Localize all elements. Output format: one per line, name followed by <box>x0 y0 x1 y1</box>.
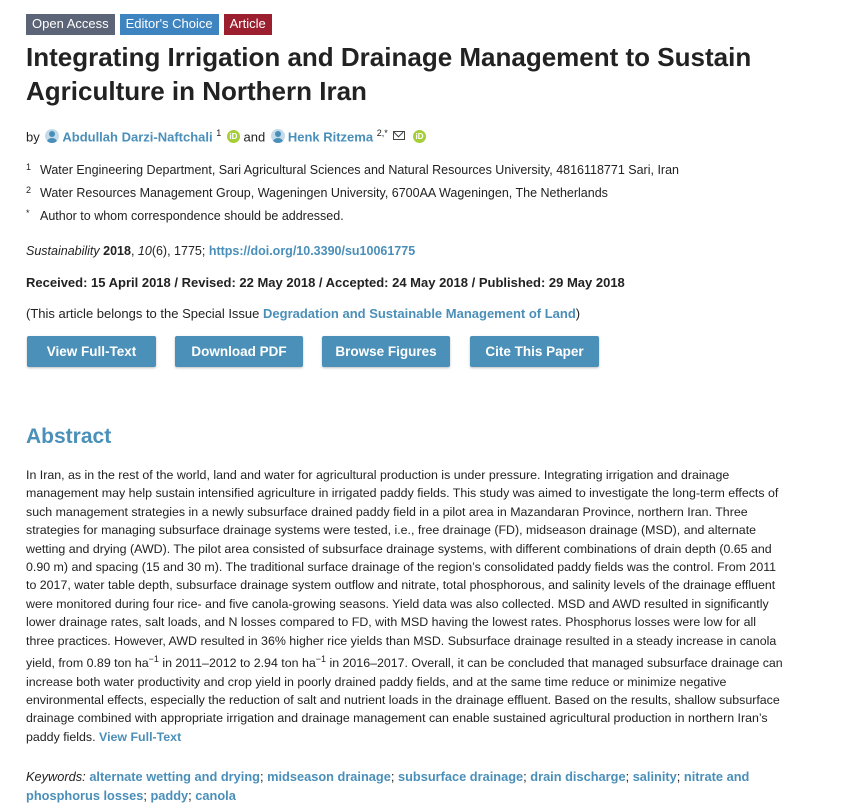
cite-this-paper-button[interactable]: Cite This Paper <box>470 336 599 367</box>
author-2-affiliation: 2,* <box>376 128 388 138</box>
open-access-badge[interactable]: Open Access <box>26 14 115 35</box>
and-label: and <box>243 129 266 145</box>
abstract-part-1: In Iran, as in the rest of the world, land and water for agricultural production is under pressure. Integrating irrigation and drainage management may help sustain intensified agriculture in irrigated paddy fields. This study was aimed to investigate the long-term effects of such management strategies in a newly subsurface drained paddy field in a pilot area in Mazandaran Province, northern Iran. Three strategies for managing subsurface drainage systems were tested, i.e., free drainage (FD), midseason drainage (MSD), and alternate wetting and drying (AWD). The pilot area consisted of subsurface drainage systems, with different combinations of drain depth (0.65 and 0.90 m) and spacing (15 and 30 m). The traditional surface drainage of the region’s consolidated paddy fields was the control. From 2011 to 2017, water table depth, subsurface drainage system outflow and nitrate, total phosphorous, and salinity levels of the drainage effluent were monitored during four rice- and five canola-growing seasons. Yield data was also collected. MSD and AWD resulted in significantly lower drainage rates, salt loads, and N losses compared to FD, with MSD having the lowest rates. Phosphorus losses were low for all three practices. However, AWD resulted in 36% higher rice yields than MSD. Subsurface drainage resulted in a steady increase in canola yield, from 0.89 ton ha <box>26 468 779 671</box>
affiliation-number: * <box>26 208 30 218</box>
citation-rest: (6), 1775; <box>151 244 206 258</box>
author-link-1[interactable]: Abdullah Darzi-Naftchali <box>62 129 213 145</box>
affiliation-number: 1 <box>26 162 32 172</box>
author-1-affiliation: 1 <box>216 128 222 138</box>
publication-dates: Received: 15 April 2018 / Revised: 22 May 2018 / Accepted: 24 May 2018 / Published: 29 May 2018 <box>26 275 625 290</box>
affiliation-2 <box>26 182 608 201</box>
badges <box>26 14 272 35</box>
correspondence-note <box>26 205 344 224</box>
abstract-view-full-text-link[interactable]: View Full-Text <box>99 729 182 744</box>
keyword-link[interactable]: midseason drainage <box>267 769 391 784</box>
by-label: by <box>26 129 40 145</box>
affiliation-text: Author to whom correspondence should be addressed. <box>40 209 344 223</box>
keywords-label: Keywords: <box>26 769 86 784</box>
keyword-link[interactable]: paddy <box>150 788 189 803</box>
keyword-link[interactable]: alternate wetting and drying <box>89 769 260 784</box>
orcid-icon[interactable]: iD <box>227 130 240 143</box>
keyword-link[interactable]: salinity <box>632 769 677 784</box>
journal-name: Sustainability <box>26 244 100 258</box>
citation-year: 2018 <box>103 244 131 258</box>
author-line <box>26 124 426 146</box>
affiliation-text: Water Resources Management Group, Wageningen University, 6700AA Wageningen, The Netherlands <box>40 186 608 200</box>
mail-icon[interactable] <box>393 131 405 140</box>
keyword-link[interactable]: canola <box>195 788 236 803</box>
special-issue-note <box>26 306 580 321</box>
browse-figures-button[interactable]: Browse Figures <box>322 336 450 367</box>
download-pdf-button[interactable]: Download PDF <box>175 336 303 367</box>
keyword-link[interactable]: subsurface drainage <box>397 769 524 784</box>
doi-link[interactable]: https://doi.org/10.3390/su10061775 <box>208 244 416 258</box>
abstract-part-2: in 2011–2012 to 2.94 ton ha <box>158 656 316 671</box>
orcid-icon[interactable]: iD <box>413 130 426 143</box>
person-icon <box>271 129 285 143</box>
special-issue-prefix: (This article belongs to the Special Issue <box>26 306 264 321</box>
abstract-sup-1: −1 <box>148 654 159 665</box>
abstract-text <box>26 466 786 746</box>
article-title: Integrating Irrigation and Drainage Management to Sustain Agriculture in Northern Iran <box>26 42 752 106</box>
keyword-link[interactable]: nitrate and phosphorus losses <box>26 769 750 803</box>
citation: Sustainability 2018, 10(6), 1775; https://doi.org/10.3390/su10061775 <box>26 244 416 258</box>
special-issue-link[interactable]: Degradation and Sustainable Management of Land <box>263 306 576 321</box>
affiliation-number: 2 <box>26 185 32 195</box>
abstract-heading: Abstract <box>26 425 112 448</box>
special-issue-suffix: ) <box>575 306 581 321</box>
editors-choice-badge[interactable]: Editor's Choice <box>120 14 219 35</box>
keyword-link[interactable]: drain discharge <box>530 769 626 784</box>
article-type-badge: Article <box>224 14 272 35</box>
keywords: Keywords: alternate wetting and drying; midseason drainage; subsurface drainage; drain discharge; salinity; nitrate and phosphorus losses; paddy; canola <box>26 769 750 803</box>
citation-volume: 10 <box>137 244 152 258</box>
view-full-text-button[interactable]: View Full-Text <box>27 336 156 367</box>
abstract-sup-2: −1 <box>315 654 326 665</box>
person-icon <box>45 129 59 143</box>
abstract-part-3: in 2016–2017. Overall, it can be concluded that managed subsurface drainage can increase both water productivity and crop yield in poorly drained paddy fields, and at the same time reduce or minimize negative environmental effects, especially the reduction of salt and nutrient loads in the drainage effluent. Based on the results, shallow subsurface drainage combined with appropriate irrigation and drainage management can enable sustained agricultural production in northern Iran’s paddy fields. <box>26 656 783 744</box>
affiliation-text: Water Engineering Department, Sari Agricultural Sciences and Natural Resources University, 4816118771 Sari, Iran <box>40 163 679 177</box>
author-link-2[interactable]: Henk Ritzema <box>287 129 374 145</box>
affiliation-1 <box>26 159 679 178</box>
